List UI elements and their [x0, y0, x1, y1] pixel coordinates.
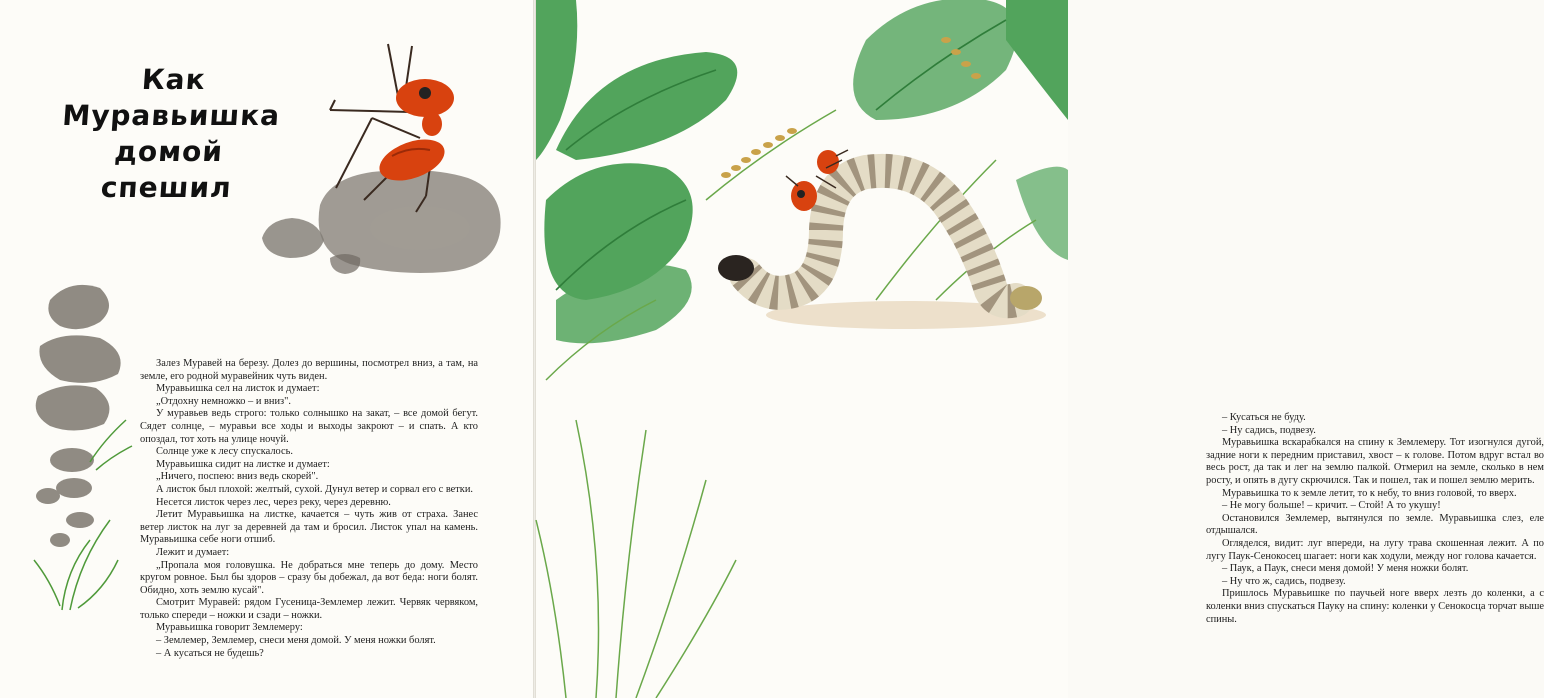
paragraph: Муравьишка вскарабкался на спину к Землемеру. Тот изогнулся дугой, задние ноги к передним приставил, хвост – к голове. Потом вдруг встал во весь рост, да так и лег на землю палкой. Отмерил на земле, сколько в нем росту, и опять в дугу скрючился. Так и пошел, так и пошел землю мерить.: [1206, 437, 1544, 486]
paragraph: – Не могу больше! – кричит. – Стой! А то укушу!: [1222, 500, 1441, 512]
title-line-3: домой: [113, 135, 225, 168]
paragraph: – Ну садись, подвезу.: [1222, 424, 1316, 436]
paragraph: „Пропала моя головушка. Не добраться мне теперь до дому. Место кругом ровное. Был бы здоров – сразу бы добежал, да вот беда: ноги болят. Обидно, хоть землю кусай".: [140, 559, 478, 596]
paragraph: – Землемер, Землемер, снеси меня домой. У меня ножки болят.: [156, 635, 436, 647]
paragraph: Залез Муравей на березу. Долез до вершины, посмотрел вниз, а там, на земле, его родной муравейник чуть виден.: [140, 358, 478, 382]
left-story-text: [140, 358, 478, 660]
paragraph: Лежит и думает:: [156, 546, 230, 558]
paragraph: Смотрит Муравей: рядом Гусеница-Землемер лежит. Червяк червяком, только спереди – ножки и сзади – ножки.: [140, 597, 478, 621]
right-page: [536, 0, 1544, 698]
paragraph: Огляделся, видит: луг впереди, на лугу трава скошенная лежит. А по лугу Паук-Сенокосец шагает: ноги как ходули, между ног голова качается.: [1206, 537, 1544, 562]
title-line-2: Муравьишка: [61, 99, 282, 132]
left-page: [0, 0, 534, 698]
paragraph: Муравьишка говорит Землемеру:: [156, 622, 303, 634]
paragraph: Несется листок через лес, через реку, через деревню.: [156, 496, 391, 508]
paragraph: Пришлось Муравьишке по паучьей ноге вверх лезть до коленки, а с коленки вниз спускаться Пауку на спину: коленки у Сенокосца торчат выше спины.: [1206, 588, 1544, 625]
paragraph: Муравьишка то к земле летит, то к небу, то вниз головой, то вверх.: [1222, 487, 1517, 499]
paragraph: Муравьишка сидит на листке и думает:: [156, 458, 330, 470]
paragraph: Летит Муравьишка на листке, качается – чуть жив от страха. Занес ветер листок на луг за деревней да там и бросил. Листок упал на камень. Муравьишка себе ноги отшиб.: [140, 509, 478, 546]
paragraph: „Ничего, поспею: вниз ведь скорей".: [156, 471, 319, 483]
paragraph: – А кусаться не будешь?: [156, 647, 264, 659]
caterpillar: [718, 171, 1042, 310]
paragraph: – Паук, а Паук, снеси меня домой! У меня ножки болят.: [1222, 563, 1469, 575]
paragraph: Солнце уже к лесу спускалось.: [156, 446, 293, 458]
paragraph: – Ну что ж, садись, подвезу.: [1222, 575, 1346, 587]
paragraph: – Кусаться не буду.: [1222, 412, 1306, 423]
paragraph: Муравьишка сел на листок и думает:: [156, 383, 320, 395]
title-line-4: спешил: [99, 171, 233, 204]
paragraph: А листок был плохой: желтый, сухой. Дунул ветер и сорвал его с ветки.: [156, 483, 474, 495]
paragraph: У муравьев ведь строго: только солнышко на закат, – все домой бегут. Сядет солнце, – муравьи все ходы и выходы закроют – и спать. А кто опоздал, тот хоть на улице ночуй.: [140, 408, 478, 445]
right-story-text: [1206, 412, 1544, 626]
paragraph: „Отдохну немножко – и вниз".: [156, 395, 291, 407]
story-title: [55, 62, 285, 206]
stones-column: [36, 285, 121, 547]
paragraph: Остановился Землемер, вытянулся по земле. Муравьишка слез, еле отдышался.: [1206, 512, 1544, 537]
caterpillar-meadow-illustration: [536, 0, 1068, 698]
title-line-1: Как: [140, 63, 207, 96]
